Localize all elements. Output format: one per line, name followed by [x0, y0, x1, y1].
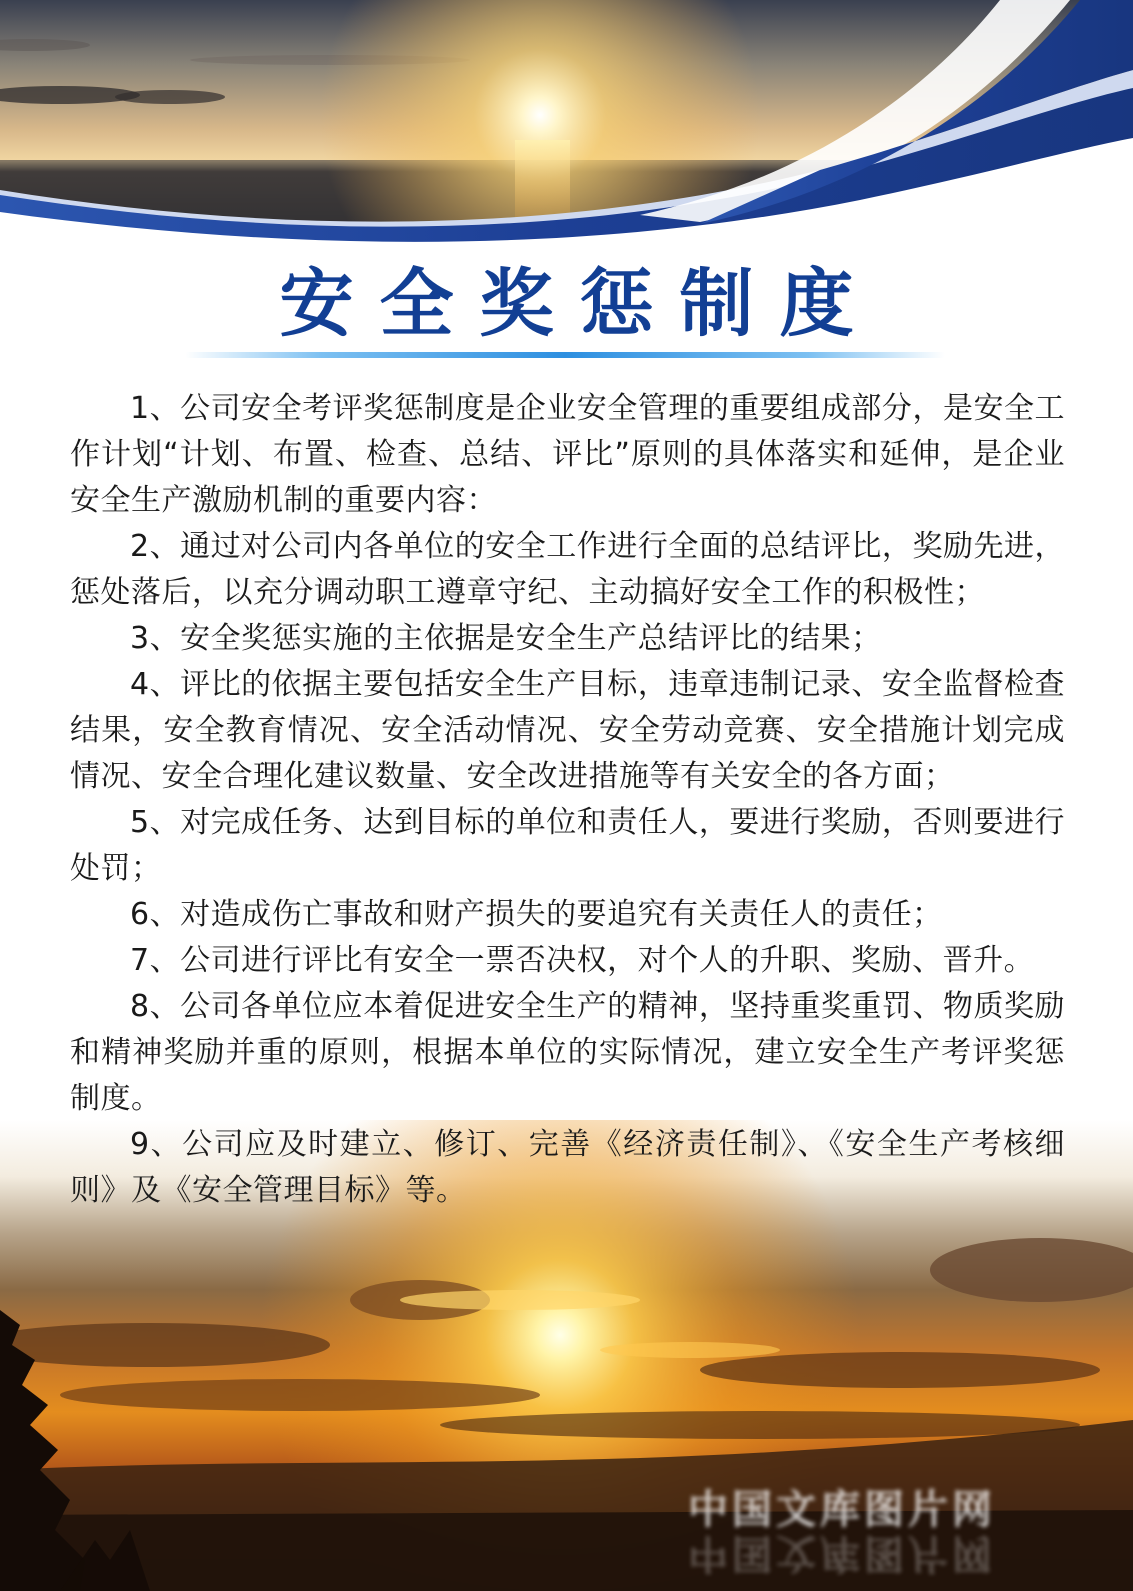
watermark-text: 中国文库图片网: [688, 1487, 996, 1533]
regulation-list: [70, 386, 1065, 1214]
regulation-item-8: 8、公司各单位应本着促进安全生产的精神，坚持重奖重罚、物质奖励和精神奖励并重的原则，根据本单位的实际情况，建立安全生产考评奖惩制度。: [70, 989, 1065, 1116]
regulation-item-1: 1、公司安全考评奖惩制度是企业安全管理的重要组成部分，是安全工作计划“计划、布置、检查、总结、评比”原则的具体落实和延伸，是企业安全生产激励机制的重要内容：: [70, 391, 1065, 518]
header-sunset-image: [0, 0, 1133, 260]
regulation-item-9: 9、公司应及时建立、修订、完善《经济责任制》、《安全生产考核细则》及《安全管理目标》等。: [70, 1127, 1065, 1208]
title-underline-divider: [185, 352, 945, 358]
watermark-reflection: 中国文库图片网: [688, 1530, 996, 1576]
regulation-item-4: 4、评比的依据主要包括安全生产目标，违章违制记录、安全监督检查结果，安全教育情况、安全活动情况、安全劳动竞赛、安全措施计划完成情况、安全合理化建议数量、安全改进措施等有关安全的各方面；: [70, 667, 1065, 794]
regulation-item-5: 5、对完成任务、达到目标的单位和责任人，要进行奖励，否则要进行处罚；: [70, 805, 1065, 886]
regulation-item-3: 3、安全奖惩实施的主依据是安全生产总结评比的结果；: [130, 621, 882, 656]
regulation-item-2: 2、通过对公司内各单位的安全工作进行全面的总结评比，奖励先进，惩处落后，以充分调动职工遵章守纪、主动搞好安全工作的积极性；: [70, 529, 1065, 610]
page-title: 安全奖惩制度: [279, 261, 880, 347]
regulation-item-7: 7、公司进行评比有安全一票否决权，对个人的升职、奖励、晋升。: [130, 943, 1035, 978]
regulation-item-6: 6、对造成伤亡事故和财产损失的要追究有关责任人的责任；: [130, 897, 943, 932]
